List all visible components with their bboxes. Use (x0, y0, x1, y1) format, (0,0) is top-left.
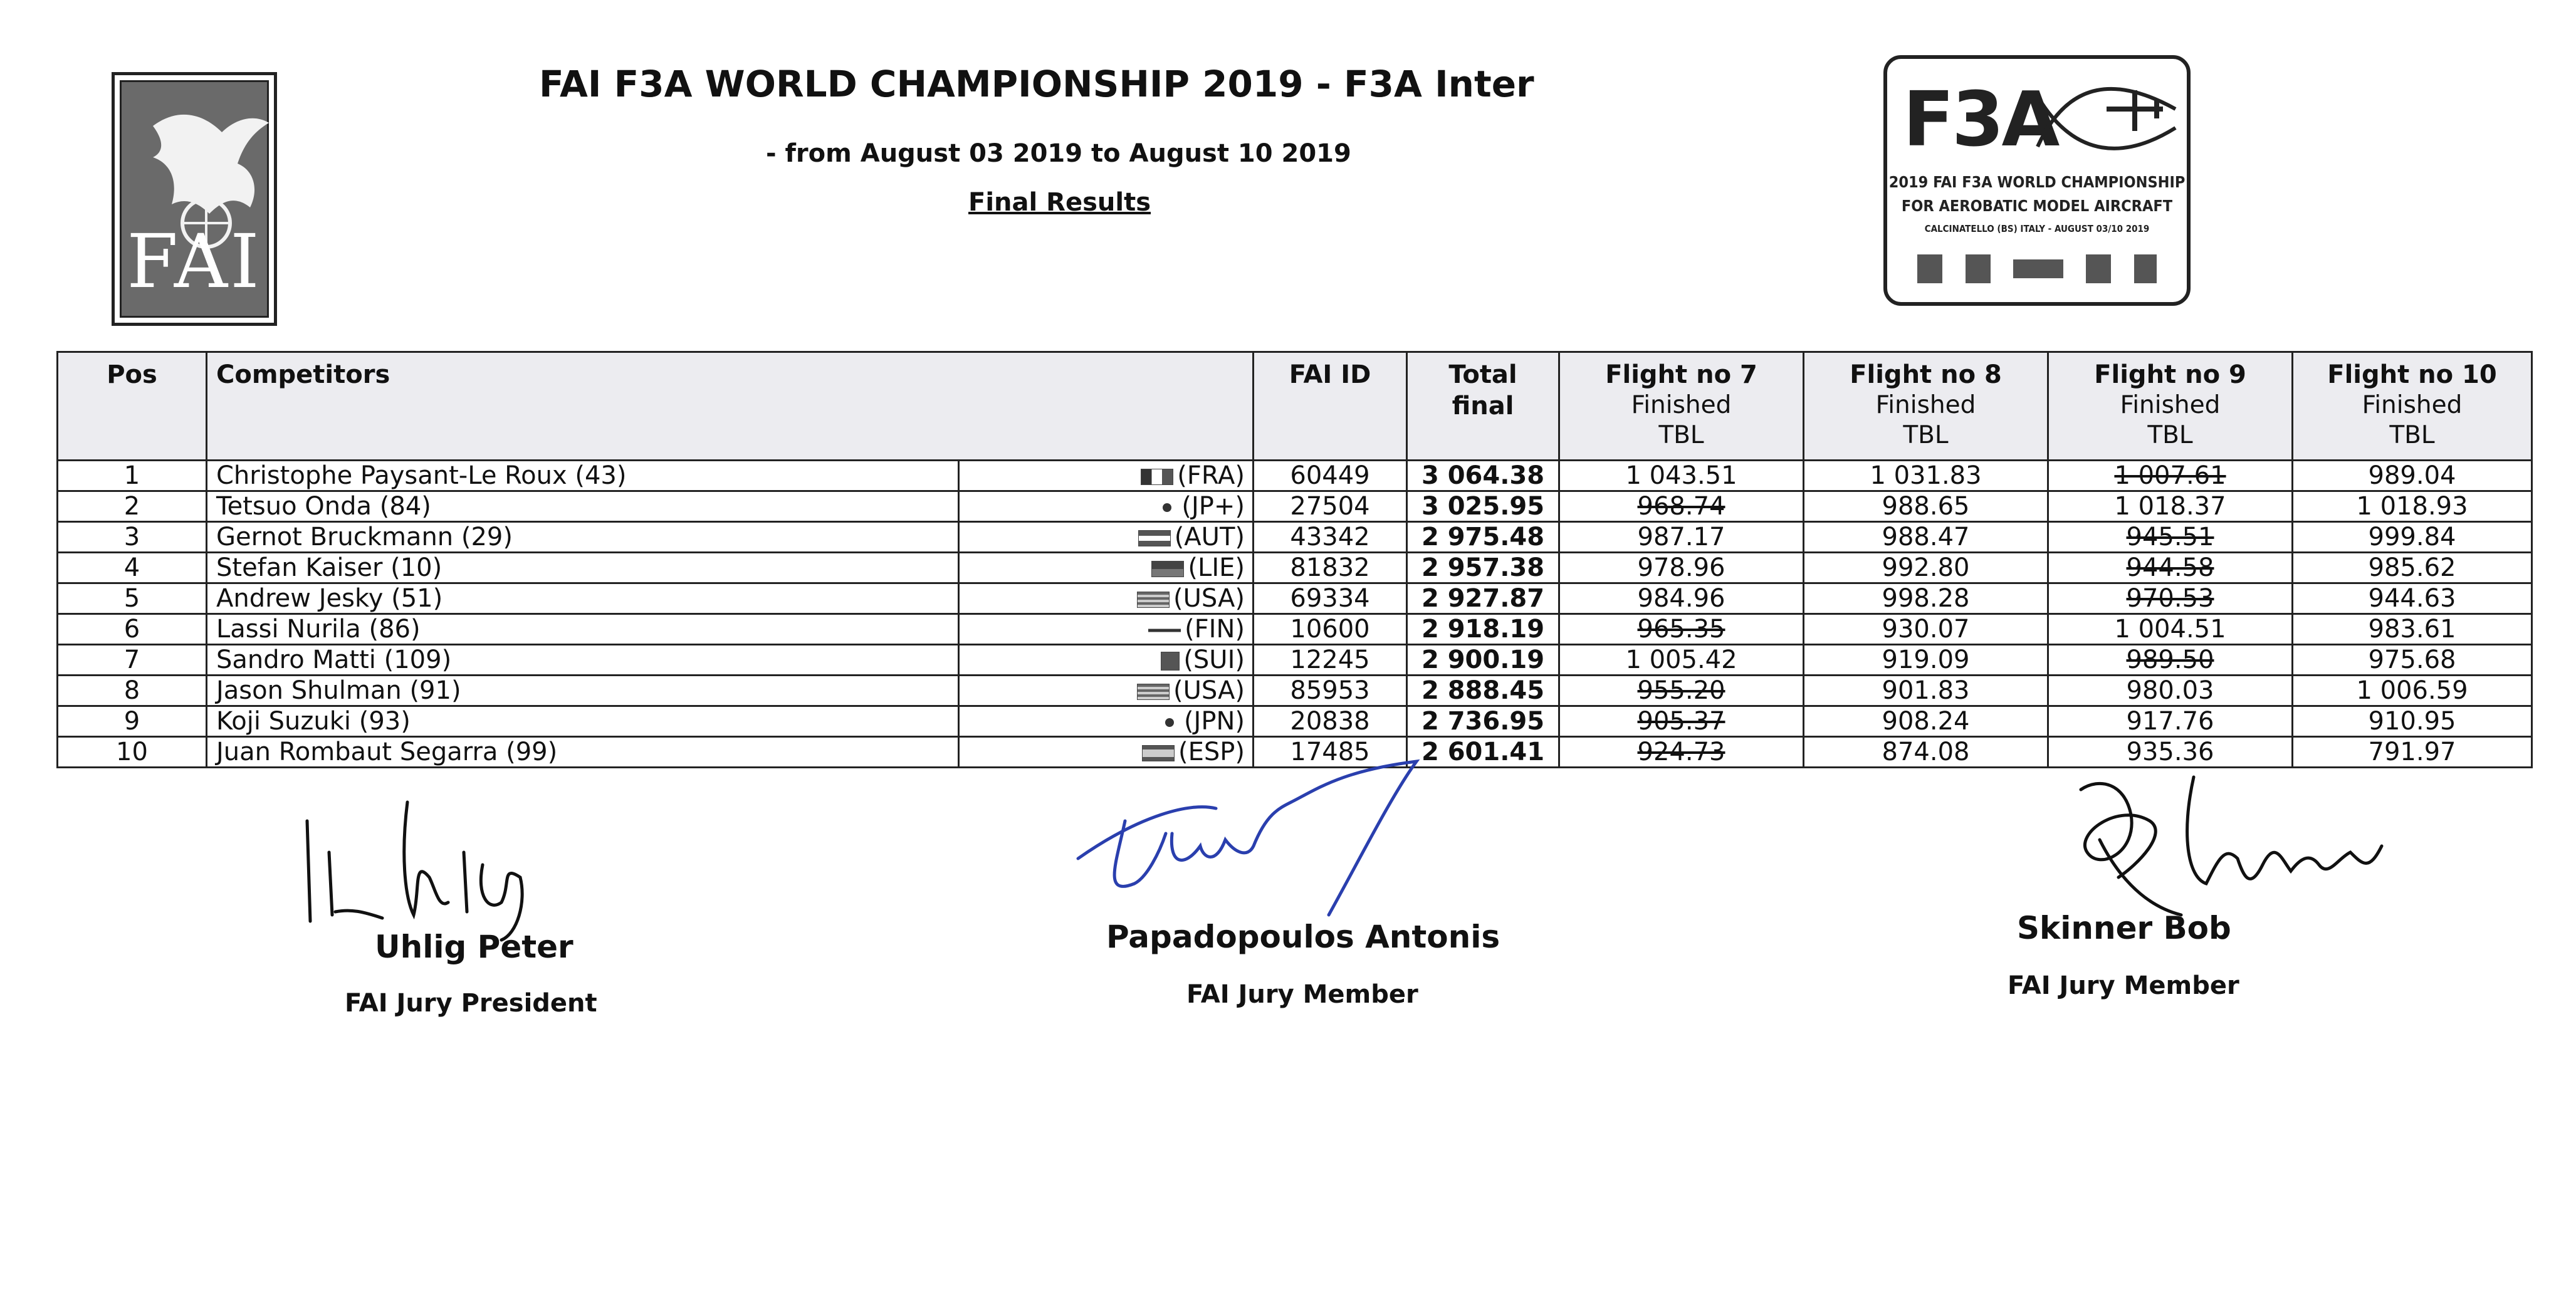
cell-flight-7 (1559, 737, 1804, 768)
fai-logo-text: FAI (127, 218, 262, 305)
cell-flight-8-value: 874.08 (1882, 738, 1970, 766)
cell-competitor (207, 553, 959, 583)
cell-country-value: (LIE) (1188, 553, 1245, 582)
event-dates: - from August 03 2019 to August 10 2019 (766, 139, 1351, 168)
cell-pos-value: 9 (123, 707, 140, 736)
cell-competitor-value: Sandro Matti (109) (216, 645, 452, 674)
cell-flight-9 (2048, 676, 2293, 706)
cell-fai-id (1254, 676, 1407, 706)
country-flag-icon (1137, 592, 1170, 608)
signature-skinner (2062, 765, 2413, 927)
cell-fai-id (1254, 491, 1407, 522)
sponsor-logos (1906, 247, 2168, 291)
country-flag-icon (1148, 622, 1181, 639)
cell-pos (58, 614, 207, 645)
cell-pos-value: 8 (123, 676, 140, 705)
cell-pos (58, 491, 207, 522)
cell-flight-10 (2293, 553, 2532, 583)
cell-flight-9 (2048, 583, 2293, 614)
cell-flight-8-value: 930.07 (1882, 615, 1970, 644)
page-subtitle: Final Results (968, 188, 1151, 217)
cell-country-value: (ESP) (1178, 738, 1245, 766)
cell-competitor-value: Lassi Nurila (86) (216, 615, 421, 644)
cell-flight-9 (2048, 706, 2293, 737)
cell-country (959, 676, 1254, 706)
table-row (58, 645, 2532, 676)
cell-country-value: (USA) (1173, 584, 1245, 613)
cell-flight-7 (1559, 522, 1804, 553)
cell-flight-8 (1804, 491, 2048, 522)
cell-flight-9-value: 1 018.37 (2114, 492, 2226, 521)
cell-total-final-value: 2 975.48 (1421, 523, 1545, 551)
cell-country-value: (JP+) (1181, 492, 1245, 521)
cell-fai-id-value: 81832 (1290, 553, 1370, 582)
cell-flight-10-value: 1 006.59 (2356, 676, 2468, 705)
cell-country (959, 583, 1254, 614)
cell-flight-10 (2293, 614, 2532, 645)
signatory-role: FAI Jury Member (2008, 971, 2239, 1000)
event-logo-line2: FOR AEROBATIC MODEL AIRCRAFT (1901, 197, 2173, 215)
header-flight-7: Flight no 7 Finished TBL (1559, 352, 1804, 461)
signatory-role: FAI Jury Member (1186, 980, 1418, 1009)
table-row (58, 614, 2532, 645)
event-logo-line3: CALCINATELLO (BS) ITALY - AUGUST 03/10 2019 (1924, 223, 2150, 234)
cell-flight-7-value: 955.20 (1637, 676, 1725, 705)
cell-total-final-value: 2 957.38 (1421, 553, 1545, 582)
cell-flight-8-value: 992.80 (1882, 553, 1970, 582)
cell-country-value: (AUT) (1174, 523, 1245, 551)
cell-fai-id (1254, 706, 1407, 737)
results-table (56, 351, 2533, 768)
cell-total-final-value: 2 601.41 (1421, 738, 1545, 766)
cell-pos-value: 6 (123, 615, 140, 644)
cell-competitor (207, 614, 959, 645)
signatory-name: Skinner Bob (2017, 910, 2231, 946)
cell-flight-8-value: 908.24 (1882, 707, 1970, 736)
cell-flight-7 (1559, 645, 1804, 676)
cell-fai-id-value: 10600 (1290, 615, 1370, 644)
country-flag-icon (1161, 652, 1180, 671)
cell-total-final (1407, 645, 1559, 676)
cell-pos (58, 461, 207, 491)
cell-flight-8 (1804, 522, 2048, 553)
cell-flight-7 (1559, 706, 1804, 737)
cell-total-final-value: 2 918.19 (1421, 615, 1545, 644)
cell-flight-9-value: 935.36 (2126, 738, 2214, 766)
cell-flight-9-value: 917.76 (2126, 707, 2214, 736)
cell-country (959, 522, 1254, 553)
cell-competitor-value: Christophe Paysant-Le Roux (43) (216, 461, 627, 490)
cell-flight-10-value: 975.68 (2368, 645, 2456, 674)
cell-flight-9-value: 980.03 (2126, 676, 2214, 705)
cell-flight-10 (2293, 676, 2532, 706)
cell-flight-7-value: 1 043.51 (1625, 461, 1737, 490)
cell-flight-10 (2293, 461, 2532, 491)
cell-pos-value: 5 (123, 584, 140, 613)
cell-competitor-value: Andrew Jesky (51) (216, 584, 443, 613)
cell-flight-9-value: 1 007.61 (2114, 461, 2226, 490)
cell-total-final-value: 3 064.38 (1421, 461, 1545, 490)
cell-flight-8-value: 901.83 (1882, 676, 1970, 705)
cell-country (959, 706, 1254, 737)
cell-total-final-value: 2 888.45 (1421, 676, 1545, 705)
cell-country-value: (FIN) (1185, 615, 1245, 644)
cell-flight-8-value: 1 031.83 (1870, 461, 1982, 490)
cell-total-final (1407, 553, 1559, 583)
cell-pos-value: 10 (116, 738, 148, 766)
cell-flight-9 (2048, 645, 2293, 676)
signatory-name: Uhlig Peter (375, 929, 573, 965)
cell-flight-10 (2293, 583, 2532, 614)
cell-flight-9 (2048, 491, 2293, 522)
cell-fai-id (1254, 645, 1407, 676)
cell-pos (58, 522, 207, 553)
cell-flight-7 (1559, 491, 1804, 522)
cell-flight-7-value: 984.96 (1637, 584, 1725, 613)
header-flight-10: Flight no 10 Finished TBL (2293, 352, 2532, 461)
event-logo-mark: F3A (1903, 76, 2058, 164)
cell-competitor (207, 583, 959, 614)
cell-competitor (207, 676, 959, 706)
signature-uhlig (295, 777, 620, 946)
cell-flight-10-value: 791.97 (2368, 738, 2456, 766)
cell-fai-id (1254, 614, 1407, 645)
country-flag-icon (1141, 469, 1173, 485)
header-flight-9: Flight no 9 Finished TBL (2048, 352, 2293, 461)
country-flag-icon (1138, 530, 1171, 546)
cell-competitor-value: Jason Shulman (91) (216, 676, 461, 705)
header-competitors: Competitors (207, 352, 1254, 461)
fai-logo (112, 72, 277, 326)
table-row (58, 491, 2532, 522)
cell-flight-7-value: 978.96 (1637, 553, 1725, 582)
event-logo-line1: 2019 FAI F3A WORLD CHAMPIONSHIP (1888, 173, 2186, 191)
cell-country-value: (FRA) (1177, 461, 1245, 490)
cell-flight-10 (2293, 522, 2532, 553)
cell-total-final-value: 2 927.87 (1421, 584, 1545, 613)
cell-flight-8-value: 919.09 (1882, 645, 1970, 674)
table-row (58, 553, 2532, 583)
cell-country (959, 614, 1254, 645)
cell-country (959, 645, 1254, 676)
cell-competitor (207, 645, 959, 676)
sponsor-logo (1917, 254, 1942, 283)
cell-flight-7-value: 965.35 (1637, 615, 1725, 644)
cell-total-final (1407, 706, 1559, 737)
cell-flight-7 (1559, 583, 1804, 614)
cell-competitor-value: Juan Rombaut Segarra (99) (216, 738, 558, 766)
cell-flight-10 (2293, 645, 2532, 676)
cell-pos (58, 676, 207, 706)
cell-total-final-value: 2 900.19 (1421, 645, 1545, 674)
cell-fai-id (1254, 583, 1407, 614)
cell-competitor-value: Tetsuo Onda (84) (216, 492, 431, 521)
cell-total-final (1407, 491, 1559, 522)
signature-papadopoulos (1065, 758, 1442, 927)
cell-fai-id (1254, 553, 1407, 583)
cell-flight-10 (2293, 491, 2532, 522)
header-pos: Pos (58, 352, 207, 461)
cell-flight-8 (1804, 553, 2048, 583)
cell-fai-id (1254, 522, 1407, 553)
cell-flight-9 (2048, 614, 2293, 645)
cell-flight-8 (1804, 614, 2048, 645)
cell-flight-9-value: 1 004.51 (2114, 615, 2226, 644)
cell-fai-id-value: 85953 (1290, 676, 1370, 705)
cell-flight-9 (2048, 553, 2293, 583)
cell-flight-9-value: 944.58 (2126, 553, 2214, 582)
table-row (58, 461, 2532, 491)
cell-flight-7-value: 924.73 (1637, 738, 1725, 766)
header-fai-id: FAI ID (1254, 352, 1407, 461)
cell-flight-8-value: 998.28 (1882, 584, 1970, 613)
cell-country (959, 553, 1254, 583)
cell-fai-id-value: 12245 (1290, 645, 1370, 674)
cell-fai-id-value: 43342 (1290, 523, 1370, 551)
cell-flight-10 (2293, 706, 2532, 737)
cell-flight-10-value: 944.63 (2368, 584, 2456, 613)
event-logo (1883, 55, 2191, 306)
cell-flight-9-value: 989.50 (2126, 645, 2214, 674)
aircraft-icon (2031, 71, 2182, 165)
cell-flight-8 (1804, 461, 2048, 491)
sponsor-logo (1966, 254, 1991, 283)
cell-flight-9 (2048, 737, 2293, 768)
cell-pos-value: 7 (123, 645, 140, 674)
cell-pos (58, 737, 207, 768)
cell-fai-id-value: 69334 (1290, 584, 1370, 613)
cell-flight-10-value: 910.95 (2368, 707, 2456, 736)
table-row (58, 706, 2532, 737)
cell-total-final (1407, 676, 1559, 706)
signatory-role: FAI Jury President (345, 989, 597, 1018)
cell-competitor (207, 522, 959, 553)
cell-total-final-value: 3 025.95 (1421, 492, 1545, 521)
cell-fai-id-value: 60449 (1290, 461, 1370, 490)
cell-competitor-value: Stefan Kaiser (10) (216, 553, 442, 582)
cell-flight-9-value: 945.51 (2126, 523, 2214, 551)
cell-flight-8 (1804, 737, 2048, 768)
cell-flight-7 (1559, 614, 1804, 645)
table-row (58, 676, 2532, 706)
table-header-row (58, 352, 2532, 461)
cell-fai-id-value: 27504 (1290, 492, 1370, 521)
cell-country-value: (JPN) (1183, 707, 1245, 736)
cell-flight-10-value: 985.62 (2368, 553, 2456, 582)
cell-pos (58, 583, 207, 614)
cell-flight-8-value: 988.47 (1882, 523, 1970, 551)
cell-total-final (1407, 614, 1559, 645)
cell-flight-10-value: 983.61 (2368, 615, 2456, 644)
cell-flight-7-value: 987.17 (1637, 523, 1725, 551)
cell-flight-7-value: 1 005.42 (1625, 645, 1737, 674)
cell-total-final (1407, 461, 1559, 491)
cell-fai-id (1254, 461, 1407, 491)
cell-pos-value: 2 (123, 492, 140, 521)
cell-country-value: (USA) (1173, 676, 1245, 705)
cell-competitor (207, 461, 959, 491)
cell-flight-7 (1559, 553, 1804, 583)
cell-flight-8 (1804, 706, 2048, 737)
header-total-final: Total final (1407, 352, 1559, 461)
cell-country (959, 461, 1254, 491)
cell-pos (58, 645, 207, 676)
page-title: FAI F3A WORLD CHAMPIONSHIP 2019 - F3A Inter (539, 63, 1534, 105)
cell-flight-10 (2293, 737, 2532, 768)
header-flight-8: Flight no 8 Finished TBL (1804, 352, 2048, 461)
country-flag-icon (1137, 684, 1170, 700)
cell-pos-value: 3 (123, 523, 140, 551)
cell-pos (58, 706, 207, 737)
cell-pos-value: 4 (123, 553, 140, 582)
cell-flight-8 (1804, 676, 2048, 706)
cell-flight-7-value: 968.74 (1637, 492, 1725, 521)
cell-total-final (1407, 522, 1559, 553)
cell-flight-10-value: 989.04 (2368, 461, 2456, 490)
cell-flight-7-value: 905.37 (1637, 707, 1725, 736)
cell-flight-8-value: 988.65 (1882, 492, 1970, 521)
country-flag-icon (1151, 561, 1184, 577)
sponsor-logo (2013, 259, 2063, 278)
cell-fai-id-value: 17485 (1290, 738, 1370, 766)
cell-flight-10-value: 1 018.93 (2356, 492, 2468, 521)
cell-pos (58, 553, 207, 583)
cell-total-final (1407, 583, 1559, 614)
cell-flight-7 (1559, 461, 1804, 491)
cell-competitor-value: Gernot Bruckmann (29) (216, 523, 513, 551)
cell-country (959, 491, 1254, 522)
country-flag-icon (1163, 503, 1171, 512)
cell-competitor (207, 737, 959, 768)
cell-flight-9-value: 970.53 (2126, 584, 2214, 613)
cell-flight-9 (2048, 522, 2293, 553)
cell-flight-8 (1804, 645, 2048, 676)
country-flag-icon (1165, 718, 1174, 727)
cell-competitor-value: Koji Suzuki (93) (216, 707, 411, 736)
results-body (58, 461, 2532, 768)
signatory-name: Papadopoulos Antonis (1106, 919, 1500, 955)
cell-fai-id-value: 20838 (1290, 707, 1370, 736)
cell-flight-8 (1804, 583, 2048, 614)
sponsor-logo (2086, 254, 2111, 283)
table-row (58, 522, 2532, 553)
cell-competitor (207, 706, 959, 737)
table-row (58, 583, 2532, 614)
cell-pos-value: 1 (123, 461, 140, 490)
cell-total-final-value: 2 736.95 (1421, 707, 1545, 736)
cell-country-value: (SUI) (1183, 645, 1245, 674)
cell-flight-7 (1559, 676, 1804, 706)
cell-flight-10-value: 999.84 (2368, 523, 2456, 551)
sponsor-logo (2134, 254, 2157, 283)
cell-competitor (207, 491, 959, 522)
cell-flight-9 (2048, 461, 2293, 491)
